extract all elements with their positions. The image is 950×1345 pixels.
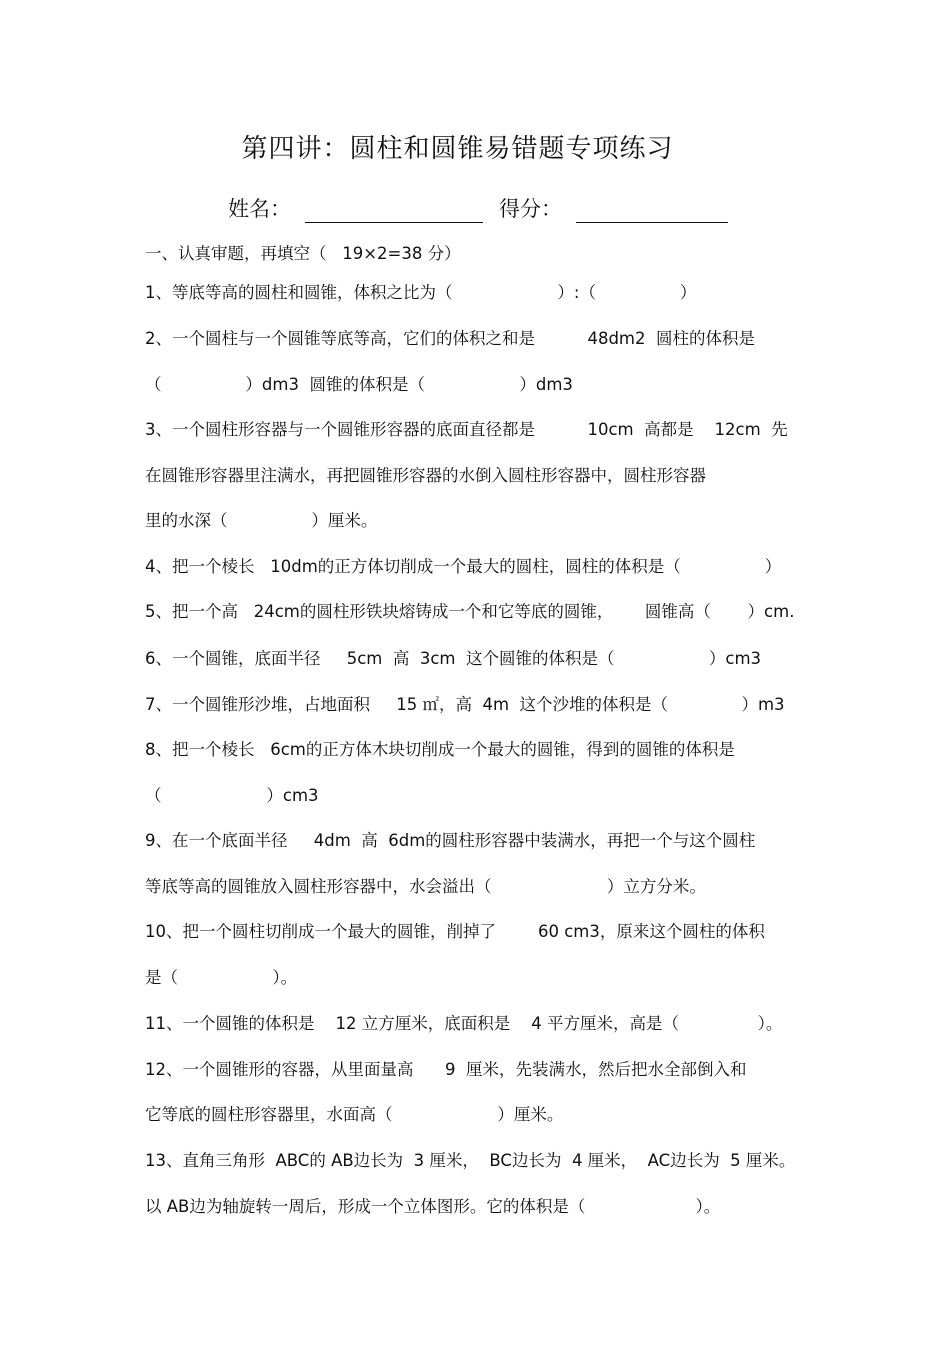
question-line: 11、一个圆锥的体积是 12 立方厘米，底面积是 4 平方厘米，高是（ ）。 [145, 1014, 783, 1033]
name-blank[interactable] [305, 200, 483, 223]
question-line: 等底等高的圆锥放入圆柱形容器中，水会溢出（ ）立方分米。 [145, 877, 706, 896]
question-line: 7、一个圆锥形沙堆，占地面积 15 ㎡，高 4m 这个沙堆的体积是（ ）m3 [145, 695, 785, 714]
question-line: 1、等底等高的圆柱和圆锥，体积之比为（ ）:（ ） [145, 283, 697, 302]
score-blank[interactable] [576, 200, 728, 223]
question-line: 13、直角三角形 ABC的 AB边长为 3 厘米， BC边长为 4 厘米， AC边长为 5 厘米。 [145, 1151, 796, 1170]
question-line: 9、在一个底面半径 4dm 高 6dm的圆柱形容器中装满水，再把一个与这个圆柱 [145, 831, 756, 850]
question-line: 以 AB边为轴旋转一周后，形成一个立体图形。它的体积是（ ）。 [145, 1197, 721, 1216]
question-line: 是（ ）。 [145, 968, 298, 987]
question-line: 它等底的圆柱形容器里，水面高（ ）厘米。 [145, 1105, 564, 1124]
name-score-row [228, 193, 728, 223]
question-line: 8、把一个棱长 6cm的正方体木块切削成一个最大的圆锥，得到的圆锥的体积是 [145, 740, 735, 759]
question-line: 3、一个圆柱形容器与一个圆锥形容器的底面直径都是 10cm 高都是 12cm 先 [145, 420, 788, 439]
question-line: （ ）dm3 圆锥的体积是（ ）dm3 [145, 375, 573, 394]
question-line: 4、把一个棱长 10dm的正方体切削成一个最大的圆柱，圆柱的体积是（ ） [145, 557, 782, 576]
name-label: 姓名： [228, 197, 291, 221]
page-title: 第四讲：圆柱和圆锥易错题专项练习 [241, 134, 674, 164]
question-line: 10、把一个圆柱切削成一个最大的圆锥，削掉了 60 cm3，原来这个圆柱的体积 [145, 922, 765, 941]
section-heading: 一、认真审题，再填空（ 19×2=38 分） [145, 244, 461, 263]
question-line: （ ）cm3 [145, 786, 319, 805]
question-line: 12、一个圆锥形的容器，从里面量高 9 厘米，先装满水，然后把水全部倒入和 [145, 1060, 747, 1079]
score-label: 得分： [499, 197, 562, 221]
question-line: 2、一个圆柱与一个圆锥等底等高，它们的体积之和是 48dm2 圆柱的体积是 [145, 329, 755, 348]
question-line: 里的水深（ ）厘米。 [145, 511, 378, 530]
question-line: 6、一个圆锥，底面半径 5cm 高 3cm 这个圆锥的体积是（ ）cm3 [145, 649, 762, 668]
question-line: 在圆锥形容器里注满水，再把圆锥形容器的水倒入圆柱形容器中，圆柱形容器 [145, 466, 706, 485]
question-line: 5、把一个高 24cm的圆柱形铁块熔铸成一个和它等底的圆锥， 圆锥高（ ）cm. [145, 602, 795, 621]
